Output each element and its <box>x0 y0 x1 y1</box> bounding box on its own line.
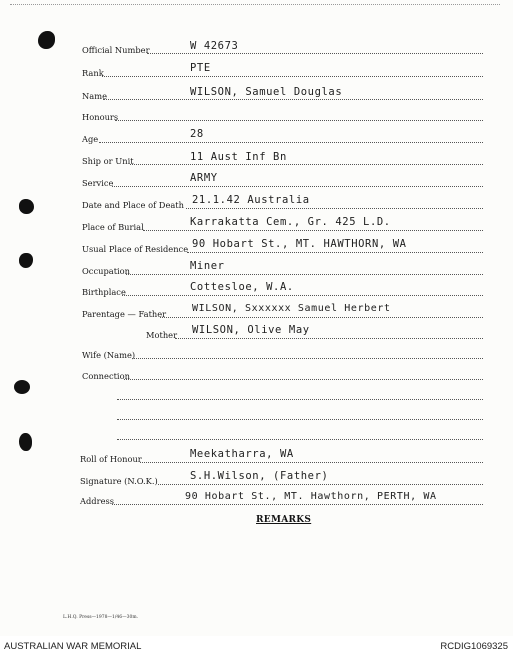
death-date-place-value: 21.1.42 Australia <box>192 194 310 206</box>
death-date-place-label: Date and Place of Death <box>82 200 184 210</box>
dotted-rule <box>160 317 483 318</box>
honours-label: Honours <box>82 112 119 122</box>
rank-value: PTE <box>190 62 211 74</box>
punch-hole-icon <box>14 380 30 394</box>
dotted-rule <box>117 439 483 440</box>
dotted-rule <box>140 462 483 463</box>
dotted-rule <box>102 76 483 77</box>
burial-place-label: Place of Burial <box>82 222 144 232</box>
dotted-rule <box>187 252 483 253</box>
father-value: WILSON, Sxxxxxx Samuel Herbert <box>192 303 391 314</box>
punch-hole-icon <box>38 31 55 49</box>
age-label: Age <box>82 134 99 144</box>
burial-place-value: Karrakatta Cem., Gr. 425 L.D. <box>190 216 391 228</box>
dotted-rule <box>112 504 483 505</box>
roll-of-honour-label: Roll of Honour <box>80 454 142 464</box>
dotted-rule <box>132 358 483 359</box>
dotted-rule <box>117 419 483 420</box>
dotted-rule <box>112 186 483 187</box>
footer-archive-name: AUSTRALIAN WAR MEMORIAL <box>4 641 142 652</box>
service-label: Service <box>82 178 114 188</box>
connection-label: Connection <box>82 371 130 381</box>
signature-value: S.H.Wilson, (Father) <box>190 470 329 482</box>
dotted-rule <box>99 142 483 143</box>
official-number-value: W 42673 <box>190 40 239 52</box>
mother-label: Mother <box>146 330 178 340</box>
rank-label: Rank <box>82 68 104 78</box>
residence-value: 90 Hobart St., MT. HAWTHORN, WA <box>192 238 407 250</box>
roll-of-honour-value: Meekatharra, WA <box>190 448 294 460</box>
remarks-heading: REMARKS <box>256 515 312 525</box>
mother-value: WILSON, Olive May <box>192 324 310 336</box>
birthplace-label: Birthplace <box>82 287 126 297</box>
wife-label: Wife (Name) <box>82 350 136 360</box>
age-value: 28 <box>190 128 204 140</box>
footer-record-id: RCDIG1069325 <box>440 641 508 652</box>
dotted-rule <box>115 120 483 121</box>
address-value: 90 Hobart St., MT. Hawthorn, PERTH, WA <box>185 491 437 502</box>
signature-label: Signature (N.O.K.) <box>80 476 158 486</box>
occupation-value: Miner <box>190 260 225 272</box>
name-label: Name <box>82 91 107 101</box>
dotted-rule <box>103 99 483 100</box>
punch-hole-icon <box>19 199 34 214</box>
punch-hole-icon <box>19 433 32 451</box>
address-label: Address <box>80 496 115 506</box>
dotted-rule <box>143 230 483 231</box>
birthplace-value: Cottesloe, W.A. <box>190 281 294 293</box>
dotted-rule <box>130 164 483 165</box>
dotted-rule <box>147 53 483 54</box>
ship-or-unit-label: Ship or Unit <box>82 156 134 166</box>
dotted-rule <box>124 379 483 380</box>
dotted-rule <box>158 484 483 485</box>
occupation-label: Occupation <box>82 266 131 276</box>
ship-or-unit-value: 11 Aust Inf Bn <box>190 151 287 163</box>
print-line: L.H.Q. Press—1978—1/46—30m. <box>63 615 139 620</box>
residence-label: Usual Place of Residence <box>82 244 189 254</box>
top-perforation <box>10 4 500 5</box>
name-value: WILSON, Samuel Douglas <box>190 86 343 98</box>
dotted-rule <box>122 295 483 296</box>
father-label: Parentage — Father <box>82 309 167 319</box>
service-value: ARMY <box>190 172 218 184</box>
official-number-label: Official Number <box>82 45 150 55</box>
dotted-rule <box>186 208 483 209</box>
dotted-rule <box>117 399 483 400</box>
dotted-rule <box>175 338 483 339</box>
dotted-rule <box>126 274 483 275</box>
punch-hole-icon <box>19 253 33 268</box>
